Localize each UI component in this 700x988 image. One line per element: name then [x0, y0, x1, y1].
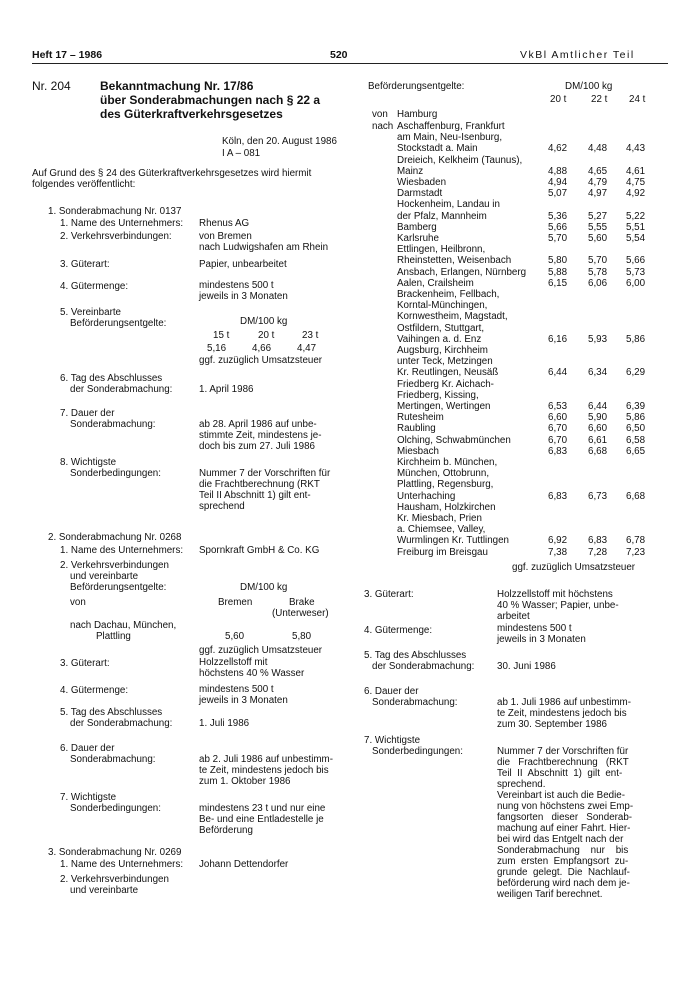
rate-row-9-value-1: 6,06 [588, 277, 608, 289]
rate-row-10-value-2: 5,86 [626, 333, 646, 345]
s1-cond-value-4: sprechend [199, 501, 245, 512]
s1-name-label: 1. Name des Unternehmers: [60, 218, 184, 229]
s1-cond-label-2: Sonderbedingungen: [70, 468, 161, 479]
s1-day-label-1: 6. Tag des Abschlusses [60, 373, 163, 384]
r-cond-line-7: machung auf einer Fahrt. Hier- [497, 823, 631, 834]
rate-row-1-value-0: 4,88 [548, 165, 568, 177]
s2-conn-label-1: 2. Verkehrsverbindungen [60, 560, 169, 571]
s3-name-label: 1. Name des Unternehmers: [60, 859, 184, 870]
s1-conn-value-1: von Bremen [199, 231, 252, 242]
s2-dur-value-2: te Zeit, mindestens jedoch bis [199, 765, 329, 776]
rate-row-4-value-0: 5,36 [548, 210, 568, 222]
journal-name: VkBl Amtlicher Teil [520, 49, 635, 61]
rate-row-8-value-0: 5,88 [548, 266, 568, 278]
s2-day-label-2: der Sonderabmachung: [70, 718, 173, 729]
rate-row-2-value-0: 4,94 [548, 177, 568, 188]
rate-row-7-place-line-0: Ettlingen, Heilbronn, [397, 244, 486, 256]
r-cond-line-6: fangsorten dieser Sonderab- [497, 812, 633, 823]
s1-fee-col-3: 23 t [302, 330, 319, 341]
rate-row-0-place-line-1: am Main, Neu-Isenburg, [397, 132, 503, 144]
rate-row-10-place-line-3: Ostfildern, Stuttgart, [397, 322, 485, 334]
s3-conn-label-2: und vereinbarte [70, 885, 139, 896]
rate-row-17-value-0: 6,83 [548, 490, 568, 502]
s2-from-label: von [70, 597, 86, 608]
s1-fee-unit: DM/100 kg [240, 316, 288, 327]
rate-row-19-value-1: 7,28 [588, 546, 608, 558]
r-cond-line-2: Teil II Abschnitt 1) gilt ent- [497, 768, 623, 779]
r-col-2: 22 t [591, 94, 608, 105]
r-qty-value-1: mindestens 500 t [497, 623, 572, 634]
rate-row-4-value-2: 5,22 [626, 210, 646, 222]
rate-row-13-value-2: 5,86 [626, 412, 646, 424]
reference: I A – 081 [222, 148, 261, 159]
s2-dur-value-1: ab 2. Juli 1986 auf unbestimm- [199, 754, 333, 765]
rate-row-14-value-1: 6,60 [588, 423, 608, 435]
rate-row-8-value-1: 5,78 [588, 266, 608, 278]
rate-row-17-place-line-2: Plattling, Regensburg, [397, 479, 494, 491]
rate-row-6-value-1: 5,60 [588, 233, 608, 244]
s2-name-value: Spornkraft GmbH & Co. KG [199, 545, 320, 556]
rate-row-3-value-1: 4,97 [588, 188, 608, 200]
s1-dur-value-1: ab 28. April 1986 auf unbe- [199, 419, 317, 430]
article-title-line-3: des Güterkraftverkehrsgesetzes [100, 107, 283, 121]
s1-dur-label-1: 7. Dauer der [60, 408, 115, 419]
rate-row-6-value-2: 5,54 [626, 233, 646, 244]
s2-val-brake: 5,80 [292, 631, 312, 642]
s1-cond-value-3: Teil II Abschnitt 1) gilt ent- [199, 490, 311, 501]
rate-row-10-place-line-0: Brackenheim, Fellbach, [397, 289, 500, 300]
rate-row-1-place-line-1: Mainz [397, 165, 424, 177]
rate-row-14-value-2: 6,50 [626, 423, 646, 435]
s2-dur-value-3: zum 1. Oktober 1986 [199, 776, 291, 787]
r-goods-value-1: Holzzellstoff mit höchstens [497, 589, 613, 600]
s1-fee-col-2: 20 t [258, 330, 275, 341]
rate-row-16-value-2: 6,65 [626, 445, 646, 457]
rate-row-13-value-0: 6,60 [548, 412, 568, 424]
rate-row-16-value-1: 6,68 [588, 445, 608, 457]
rate-row-17-place-line-1: München, Ottobrunn, [397, 468, 490, 480]
s1-cond-value-2: die Frachtberechnung (RKT [199, 479, 320, 490]
s2-cond-label-2: Sonderbedingungen: [70, 803, 161, 814]
rate-row-18-value-0: 6,92 [548, 535, 568, 547]
r-goods-label: 3. Güterart: [364, 589, 414, 600]
place-date: Köln, den 20. August 1986 [222, 136, 337, 147]
rate-row-6-place-line-0: Karlsruhe [397, 233, 439, 244]
rate-row-19-value-0: 7,38 [548, 546, 568, 558]
s2-fee-unit: DM/100 kg [240, 582, 288, 593]
r-to-label: nach [372, 121, 394, 132]
s3-name-value: Johann Dettendorfer [199, 859, 289, 870]
r-cond-label-1: 7. Wichtigste [364, 735, 421, 746]
s2-col-brake: Brake [289, 597, 315, 608]
s1-heading: 1. Sonderabmachung Nr. 0137 [48, 206, 182, 217]
s1-dur-value-2: stimmte Zeit, mindestens je- [199, 430, 322, 441]
r-cond-line-4: Vereinbart ist auch die Bedie- [497, 790, 625, 801]
s2-col-brake-sub: (Unterweser) [272, 608, 329, 619]
r-fee-note: ggf. zuzüglich Umsatzsteuer [512, 562, 636, 573]
rate-row-11-place-line-0: Augsburg, Kirchheim [397, 345, 488, 356]
s1-conn-label: 2. Verkehrsverbindungen: [60, 231, 172, 242]
rate-row-8-place-line-0: Ansbach, Erlangen, Nürnberg [397, 266, 527, 278]
r-cond-line-8: bei wird das Entgelt nach der [497, 834, 624, 845]
rate-row-10-place-line-4: Vaihingen a. d. Enz [397, 333, 482, 345]
rate-row-1-value-1: 4,65 [588, 165, 608, 177]
rate-row-19-place-line-0: Freiburg im Breisgau [397, 546, 488, 558]
rate-row-0-value-1: 4,48 [588, 143, 608, 155]
rate-row-12-value-0: 6,53 [548, 401, 568, 412]
rate-row-12-place-line-2: Mertingen, Wertingen [397, 401, 491, 412]
r-day-label-1: 5. Tag des Abschlusses [364, 650, 467, 661]
s2-day-value: 1. Juli 1986 [199, 718, 250, 729]
rate-row-17-value-2: 6,68 [626, 490, 646, 502]
rate-row-16-value-0: 6,83 [548, 445, 568, 457]
s1-goods-value: Papier, unbearbeitet [199, 259, 287, 270]
rate-row-18-value-1: 6,83 [588, 535, 608, 547]
rate-row-0-value-2: 4,43 [626, 143, 646, 155]
s1-day-value: 1. April 1986 [199, 384, 254, 395]
issue-label: Heft 17 – 1986 [32, 49, 103, 61]
rate-row-6-value-0: 5,70 [548, 233, 568, 244]
r-goods-value-2: 40 % Wasser; Papier, unbe- [497, 600, 619, 611]
rate-row-15-value-1: 6,61 [588, 434, 608, 446]
intro-line-2: folgendes veröffentlicht: [32, 179, 136, 190]
s1-fee-label-1: 5. Vereinbarte [60, 307, 122, 318]
r-dur-value-2: te Zeit, mindestens jedoch bis [497, 708, 627, 719]
s2-qty-value-1: mindestens 500 t [199, 684, 274, 695]
rate-row-18-place-line-0: Hausham, Holzkirchen [397, 501, 496, 513]
s2-dur-label-1: 6. Dauer der [60, 743, 115, 754]
r-cond-line-9: Sonderabmachung nur bis [497, 845, 629, 856]
r-cond-label-2: Sonderbedingungen: [372, 746, 463, 757]
s1-name-value: Rhenus AG [199, 218, 250, 229]
r-col-1: 20 t [550, 94, 567, 105]
s1-goods-label: 3. Güterart: [60, 259, 110, 270]
r-day-value: 30. Juni 1986 [497, 661, 556, 672]
s3-heading: 3. Sonderabmachung Nr. 0269 [48, 847, 182, 858]
rate-row-0-value-0: 4,62 [548, 143, 568, 155]
rate-row-10-value-0: 6,16 [548, 333, 568, 345]
s1-conn-value-2: nach Ludwigshafen am Rhein [199, 242, 329, 253]
s1-fee-val-1: 5,16 [207, 343, 227, 354]
r-cond-line-12: beförderung wird nach dem je- [497, 878, 630, 889]
rate-row-7-value-2: 5,66 [626, 255, 646, 267]
rate-row-13-place-line-0: Rutesheim [397, 412, 444, 424]
s2-goods-value-2: höchstens 40 % Wasser [199, 668, 305, 679]
s2-fee-note: ggf. zuzüglich Umsatzsteuer [199, 645, 323, 656]
s2-goods-label: 3. Güterart: [60, 658, 110, 669]
s1-fee-col-1: 15 t [213, 330, 230, 341]
s2-name-label: 1. Name des Unternehmers: [60, 545, 184, 556]
rate-row-3-value-2: 4,92 [626, 188, 646, 200]
r-from-value: Hamburg [397, 109, 438, 120]
rate-row-11-value-0: 6,44 [548, 367, 568, 379]
s2-cond-label-1: 7. Wichtigste [60, 792, 117, 803]
rate-row-7-value-1: 5,70 [588, 255, 608, 267]
s2-goods-value-1: Holzzellstoff mit [199, 657, 268, 668]
rate-row-4-place-line-1: der Pfalz, Mannheim [397, 210, 487, 222]
rate-row-0-place-line-2: Stockstadt a. Main [397, 143, 478, 155]
r-fee-unit: DM/100 kg [565, 81, 613, 92]
r-cond-line-1: die Frachtberechnung (RKT [497, 757, 629, 768]
rate-row-18-place-line-1: Kr. Miesbach, Prien [397, 513, 482, 524]
rate-row-9-value-2: 6,00 [626, 277, 646, 289]
s1-fee-label-2: Beförderungsentgelte: [70, 318, 167, 329]
rate-row-12-place-line-0: Friedberg Kr. Aichach- [397, 378, 494, 390]
s2-val-bremen: 5,60 [225, 631, 245, 642]
rate-row-1-place-line-0: Dreieich, Kelkheim (Taunus), [397, 154, 523, 166]
rate-row-14-place-line-0: Raubling [397, 423, 436, 435]
rate-row-2-value-1: 4,79 [588, 177, 608, 188]
rate-row-2-place-line-0: Wiesbaden [397, 177, 447, 188]
article-title-line-1: Bekanntmachung Nr. 17/86 [100, 79, 254, 93]
rate-row-14-value-0: 6,70 [548, 423, 568, 435]
s2-to-line-1: nach Dachau, München, [70, 620, 177, 631]
rate-row-12-value-1: 6,44 [588, 401, 608, 412]
r-cond-line-3: sprechend. [497, 779, 546, 790]
r-cond-line-13: weiligen Tarif berechnet. [497, 889, 603, 900]
s1-fee-val-3: 4,47 [297, 343, 317, 354]
rate-row-15-value-2: 6,58 [626, 434, 646, 446]
r-qty-value-2: jeweils in 3 Monaten [497, 634, 586, 645]
s1-qty-value-2: jeweils in 3 Monaten [199, 291, 288, 302]
s2-conn-label-2: und vereinbarte [70, 571, 139, 582]
s2-col-bremen: Bremen [218, 597, 253, 608]
rate-row-18-place-line-3: Wurmlingen Kr. Tuttlingen [397, 535, 509, 547]
s2-cond-value-3: Beförderung [199, 825, 253, 836]
rate-row-18-place-line-2: a. Chiemsee, Valley, [397, 524, 486, 536]
rate-row-3-place-line-0: Darmstadt [397, 188, 443, 200]
rate-row-17-place-line-0: Kirchheim b. München, [397, 457, 498, 468]
rate-row-17-value-1: 6,73 [588, 490, 608, 502]
rate-row-11-place-line-1: unter Teck, Metzingen [397, 356, 493, 368]
rate-row-11-value-2: 6,29 [626, 367, 646, 379]
rate-row-15-place-line-0: Olching, Schwabmünchen [397, 434, 511, 446]
article-title-line-2: über Sonderabmachungen nach § 22 a [100, 93, 321, 107]
rate-row-9-place-line-0: Aalen, Crailsheim [397, 277, 474, 289]
rate-row-5-value-1: 5,55 [588, 221, 608, 233]
rate-row-4-value-1: 5,27 [588, 210, 608, 222]
s1-day-label-2: der Sonderabmachung: [70, 384, 173, 395]
s2-qty-label: 4. Gütermenge: [60, 685, 129, 696]
rate-row-10-place-line-1: Korntal-Münchingen, [397, 300, 488, 312]
s2-heading: 2. Sonderabmachung Nr. 0268 [48, 532, 182, 543]
rate-row-15-value-0: 6,70 [548, 434, 568, 446]
rate-row-4-place-line-0: Hockenheim, Landau in [397, 199, 500, 211]
rate-row-8-value-2: 5,73 [626, 266, 646, 278]
rate-row-0-place-line-0: Aschaffenburg, Frankfurt [397, 121, 505, 132]
rate-row-16-place-line-0: Miesbach [397, 445, 439, 457]
s1-fee-note: ggf. zuzüglich Umsatzsteuer [199, 355, 323, 366]
s2-cond-value-2: Be- und eine Entladestelle je [199, 814, 324, 825]
r-fee-label: Beförderungsentgelte: [368, 81, 465, 92]
rate-row-3-value-0: 5,07 [548, 188, 568, 200]
rate-row-10-place-line-2: Kornwestheim, Magstadt, [397, 311, 508, 323]
rate-row-5-value-2: 5,51 [626, 221, 646, 233]
rate-row-17-place-line-3: Unterhaching [397, 490, 456, 502]
r-dur-label-1: 6. Dauer der [364, 686, 419, 697]
s2-day-label-1: 5. Tag des Abschlusses [60, 707, 163, 718]
rate-row-11-place-line-2: Kr. Reutlingen, Neusäß [397, 367, 499, 379]
rate-row-7-place-line-1: Rheinstetten, Weisenbach [397, 255, 512, 267]
r-col-3: 24 t [629, 94, 646, 105]
r-qty-label: 4. Gütermenge: [364, 625, 433, 636]
intro-line-1: Auf Grund des § 24 des Güterkraftverkehrsgesetzes wird hiermit [32, 168, 312, 179]
s1-cond-label-1: 8. Wichtigste [60, 457, 117, 468]
r-dur-value-3: zum 30. September 1986 [497, 719, 608, 730]
r-goods-value-3: arbeitet [497, 611, 530, 622]
s2-to-line-2: Plattling [96, 631, 131, 642]
s1-cond-value-1: Nummer 7 der Vorschriften für [199, 468, 331, 479]
s1-qty-label: 4. Gütermenge: [60, 281, 129, 292]
s2-conn-label-3: Beförderungsentgelte: [70, 582, 167, 593]
s2-cond-value-1: mindestens 23 t und nur eine [199, 803, 326, 814]
rate-row-13-value-1: 5,90 [588, 412, 608, 424]
rate-row-11-value-1: 6,34 [588, 367, 608, 379]
s1-dur-label-2: Sonderabmachung: [70, 419, 156, 430]
s1-dur-value-3: doch bis zum 27. Juli 1986 [199, 441, 315, 452]
r-day-label-2: der Sonderabmachung: [372, 661, 475, 672]
rate-row-5-place-line-0: Bamberg [397, 221, 437, 233]
rate-row-2-value-2: 4,75 [626, 177, 646, 188]
s3-conn-label-1: 2. Verkehrsverbindungen [60, 874, 169, 885]
r-dur-value-1: ab 1. Juli 1986 auf unbestimm- [497, 697, 631, 708]
s2-qty-value-2: jeweils in 3 Monaten [199, 695, 288, 706]
r-from-label: von [372, 109, 388, 120]
rate-row-5-value-0: 5,66 [548, 221, 568, 233]
rate-row-1-value-2: 4,61 [626, 165, 646, 177]
r-cond-line-10: zum ersten Empfangsort zu- [497, 856, 629, 867]
rate-row-10-value-1: 5,93 [588, 333, 608, 345]
page-number: 520 [330, 49, 348, 61]
s1-fee-val-2: 4,66 [252, 343, 272, 354]
article-number: Nr. 204 [32, 79, 71, 93]
s1-qty-value-1: mindestens 500 t [199, 280, 274, 291]
rate-row-19-value-2: 7,23 [626, 546, 646, 558]
s2-dur-label-2: Sonderabmachung: [70, 754, 156, 765]
rate-row-7-value-0: 5,80 [548, 255, 568, 267]
rate-row-12-place-line-1: Friedberg, Kissing, [397, 389, 479, 401]
r-dur-label-2: Sonderabmachung: [372, 697, 458, 708]
r-cond-line-5: nung von höchstens zwei Emp- [497, 801, 634, 812]
r-cond-line-0: Nummer 7 der Vorschriften für [497, 746, 629, 757]
rate-row-12-value-2: 6,39 [626, 401, 646, 412]
rate-row-18-value-2: 6,78 [626, 535, 646, 547]
rate-row-9-value-0: 6,15 [548, 277, 568, 289]
header-rule [32, 63, 668, 64]
r-cond-line-11: grunde gelegt. Die Nachlauf- [497, 867, 630, 878]
